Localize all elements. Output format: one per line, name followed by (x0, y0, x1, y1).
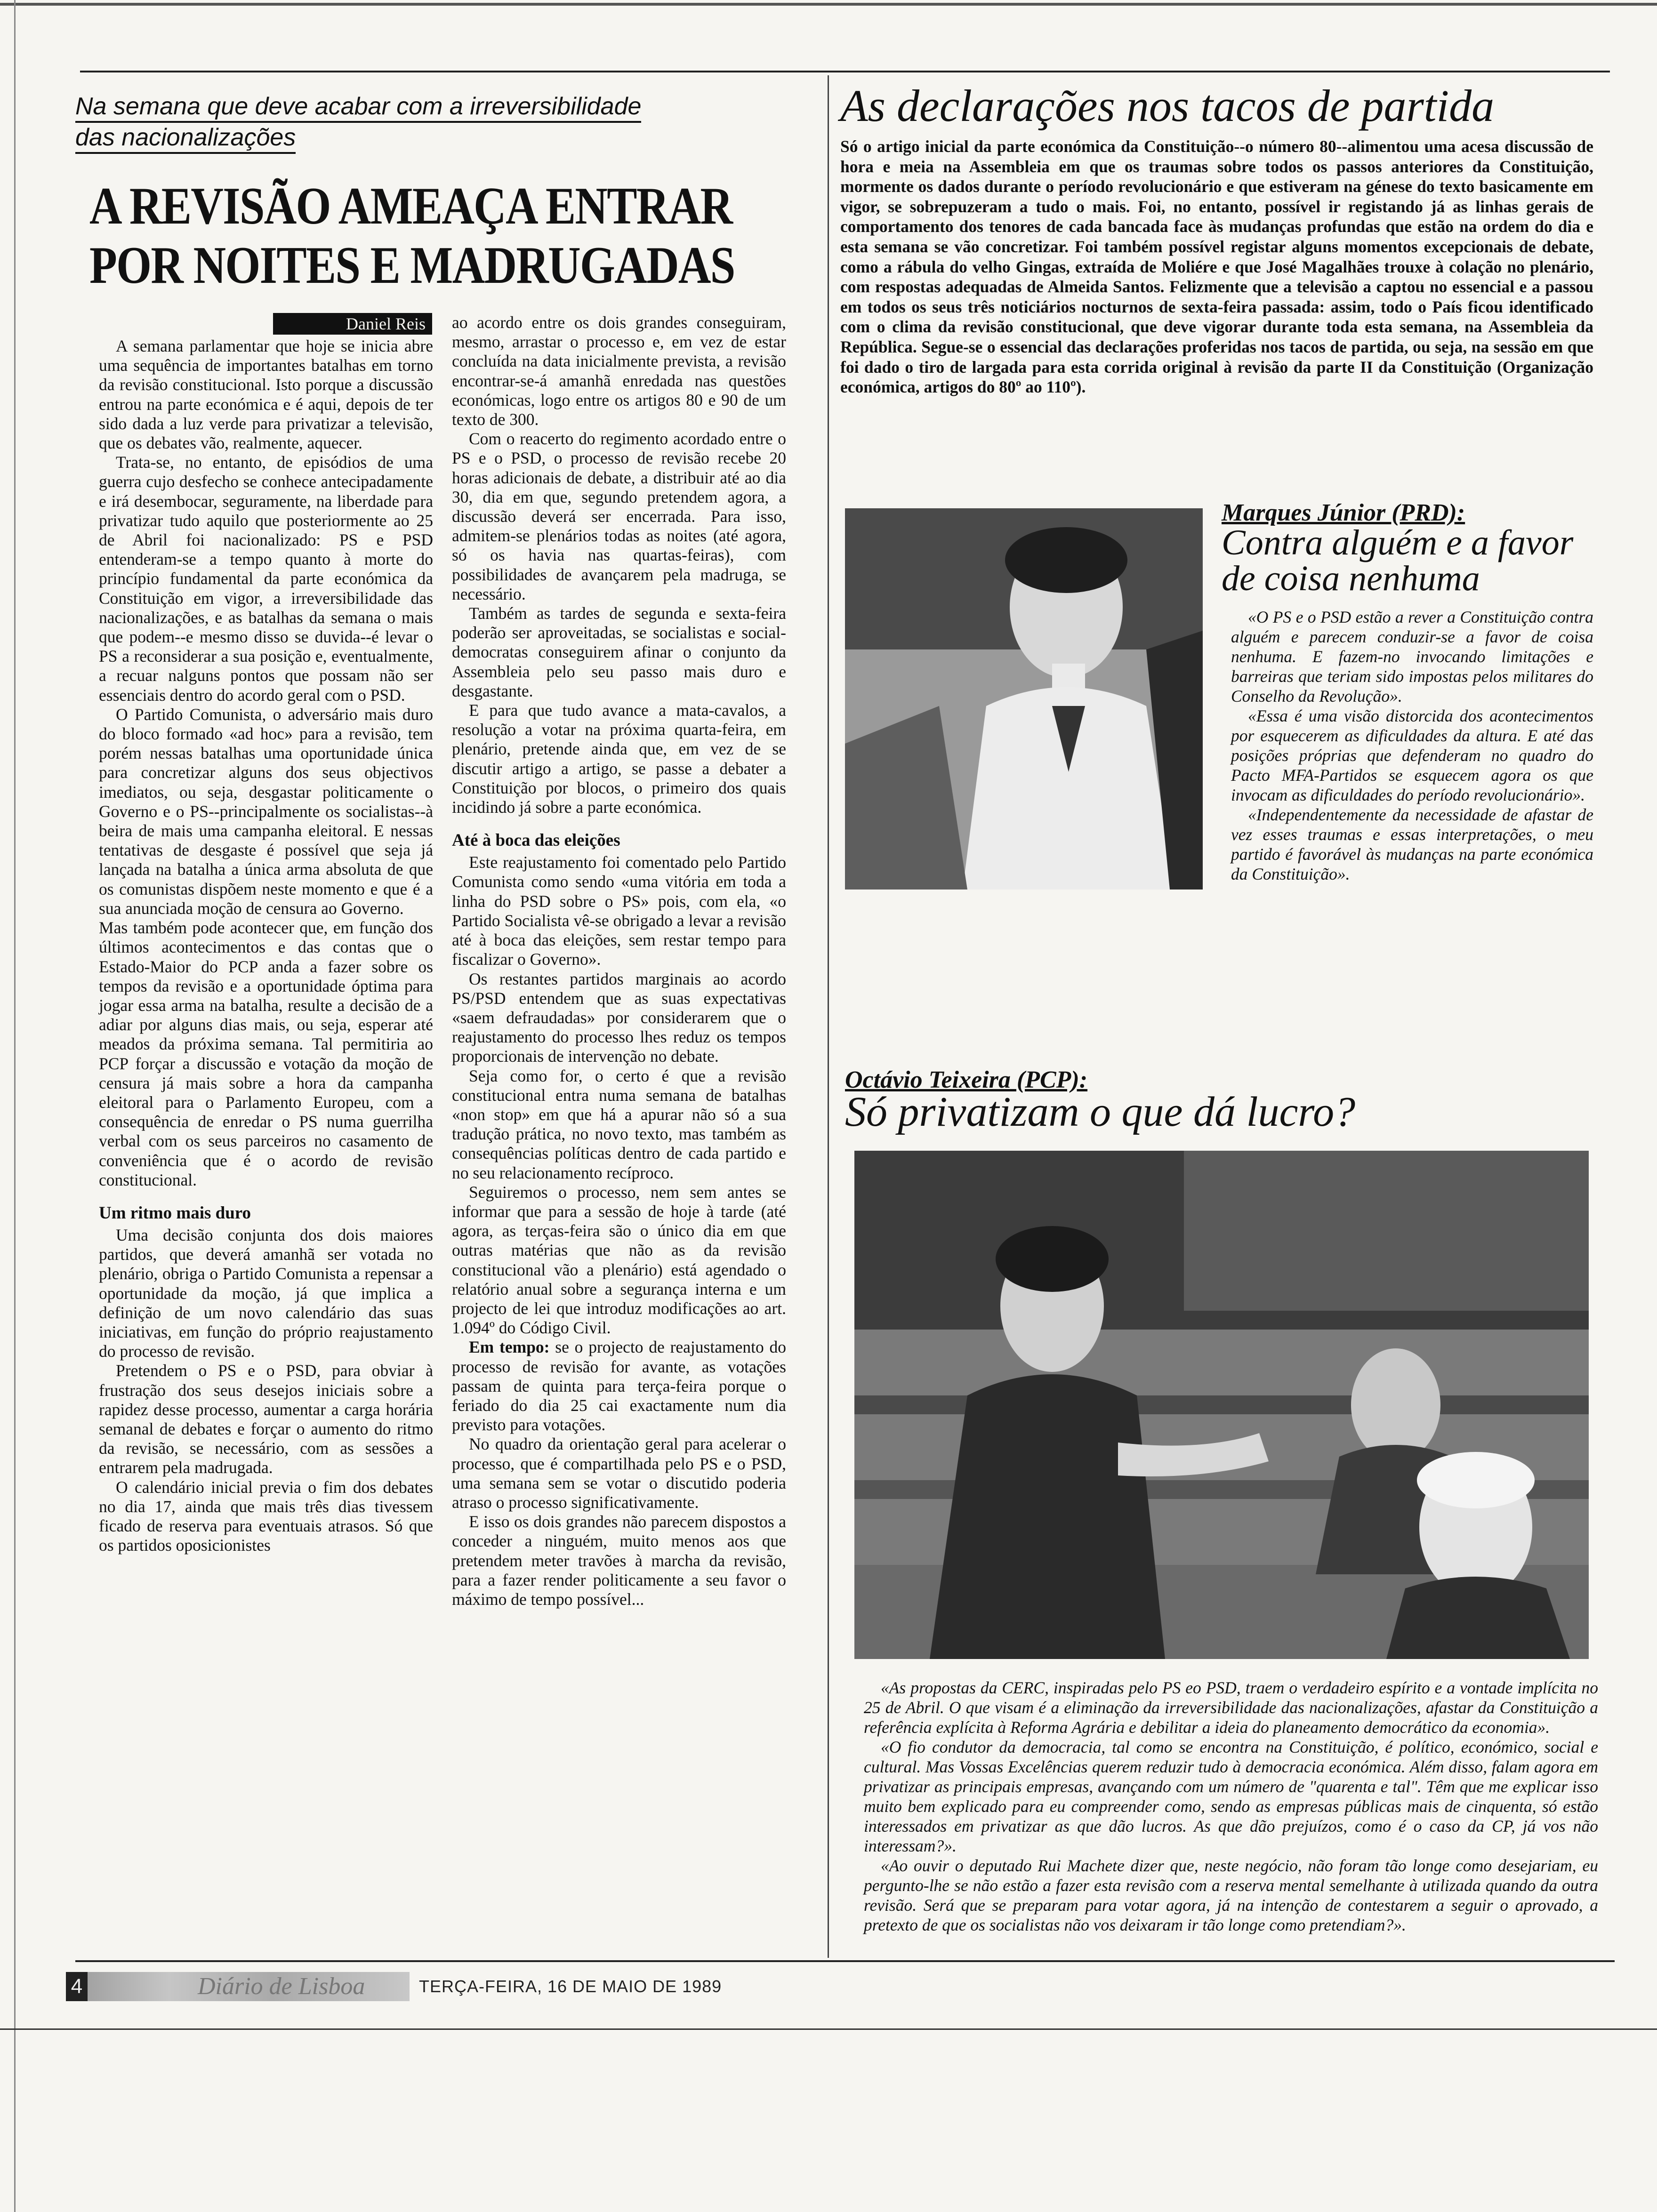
column-separator (828, 75, 829, 1958)
col1-paragraph: O calendário inicial previa o fim dos debates no dia 17, ainda que mais três dias tivessem ficado de reserva para eventuais atrasos. Só que os partidos oposicionistes (99, 1477, 433, 1555)
col2-paragraph: Seja como for, o certo é que a revisão constitucional entra numa semana de batalhas «non stop» em que há a apurar não só a sua tradução prática, no novo texto, mas também as consequências políticas dentro de cada partido e no seu relacionamento recíproco. (452, 1066, 786, 1182)
left-article (75, 82, 810, 1965)
parliament-illustration (854, 1151, 1589, 1659)
headline-line-2: POR NOITES E MADRUGADAS (89, 236, 735, 295)
octavio-quotes (864, 1678, 1598, 1935)
left-margin-rule (14, 0, 16, 2212)
marques-title-line-2: de coisa nenhuma (1222, 559, 1480, 598)
footer-page-number: 4 (66, 1972, 88, 2001)
article-headline (89, 176, 735, 295)
footer-rule (75, 1960, 1615, 1962)
octavio-quote: «As propostas da CERC, inspiradas pelo PS eo PSD, traem o verdadeiro espírito e a vontade implícita no 25 de Abril. O que visam é a eliminação da irreversibilidade das nacionalizações, afastar da Constituição a referência explícita à Reforma Agrária e debilitar a ideia do planeamento democrático da economia». (864, 1678, 1598, 1737)
octavio-title: Só privatizam o que dá lucro? (845, 1089, 1356, 1135)
subhead-ritmo: Um ritmo mais duro (99, 1203, 251, 1223)
marques-title-line-1: Contra alguém e a favor (1222, 523, 1574, 562)
col2-paragraph: Com o reacerto do regimento acordado entre o PS e o PSD, o processo de revisão recebe 20 horas adicionais de debate, a distribuir até ao dia 30, dia em que, segundo pretendem agora, a discussão deverá ser encerrada. Para isso, admitem-se plenários todas as noites (até agora, só os havia nas quartas-feiras), com possibilidades de avançarem pela madruga, se necessário. (452, 429, 786, 603)
col2-paragraph: ao acordo entre os dois grandes conseguiram, mesmo, arrastar o processo e, em vez de estar concluída na data inicialmente prevista, a revisão encontrar-se-á amanhã enredada nas questões económicas, logo entre os artigos 80 e 90 de um texto de 300. (452, 313, 786, 429)
octavio-teixeira-photo (854, 1151, 1589, 1659)
right-lead: Só o artigo inicial da parte económica da Constituição--o número 80--alimentou uma acesa discussão de hora e meia na Assembleia em que os traumas sobre todos os passos anteriores da Constituição, mormente os dados durante o período revolucionário e que estiveram na génese do texto basicamente em vigor, se sobrepuzeram a tudo o mais. Foi, no entanto, possível ir registando já as linhas gerais de comportamento dos tenores de cada bancada face às mudanças profundas que estão na ordem do dia e esta semana se vão concretizar. Foi também possível registar alguns momentos excepcionais de debate, como a rábula do velho Gingas, extraída de Moliére e que José Magalhães trouxe à colação no plenário, com respostas adequadas de Almeida Santos. Felizmente que a televisão a captou no essencial e a passou em todos os seus três noticiários nocturnos de sexta-feira passada: assim, todo o País ficou identificado com o clima da revisão constitucional, que deve vigorar durante toda esta semana, na Assembleia da República. Segue-se o essencial das declarações proferidas nos tacos de partida, ou seja, na sessão em que foi dado o tiro de largada para esta corrida original à revisão da parte II da Constituição (Organização económica, artigos do 80º ao 110º). (840, 137, 1593, 397)
subhead-boca: Até à boca das eleições (452, 831, 620, 850)
marques-name: Marques Júnior (PRD): (1222, 499, 1465, 526)
marques-quote: «O PS e o PSD estão a rever a Constituição contra alguém e parecem conduzir-se a favor de coisa nenhuma. E fazem-no invocando limitações e barreiras que teriam sido impostas pelos militares do Conselho da Revolução». (1231, 608, 1593, 705)
marques-quote: «Independentemente da necessidade de afastar de vez esses traumas e essas interpretações, o meu partido é favorável às mudanças na parte económica da Constituição». (1231, 805, 1593, 883)
body-column-2 (452, 313, 786, 1609)
col2-paragraph: E isso os dois grandes não parecem dispostos a conceder a ninguém, muito menos aos que pretendem meter travões à marcha da revisão, para a fazer render politicamente a seu favor o máximo de tempo possível... (452, 1512, 786, 1609)
marques-junior-photo (845, 508, 1203, 890)
col1-paragraph: O Partido Comunista, o adversário mais duro do bloco formado «ad hoc» para a revisão, tem porém nessas batalhas uma oportunidade única para concretizar alguns dos seus objectivos imediatos, ou seja, desgastar politicamente o Governo e o PS--principalmente os socialistas--à beira de mais uma campanha eleitoral. E nessas tentativas de desgaste é possível que seja já lançada na batalha a única arma absoluta de que os comunistas dispõem neste momento e que é a sua anunciada moção de censura ao Governo. (99, 705, 433, 918)
octavio-quote: «Ao ouvir o deputado Rui Machete dizer que, neste negócio, não foram tão longe como desejariam, eu pergunto-lhe se não estão a fazer esta revisão com a reserva mental semelhante à utilizada quando da outra revisão. Será que se preparam para votar agora, já na intenção de contestarem a seguir o aprovado, a pretexto de que os socialistas não vos deixaram ir tão longe como pretendiam?». (864, 1856, 1598, 1934)
page-bottom-rule (0, 2028, 1657, 2030)
col2-paragraph: Seguiremos o processo, nem sem antes se informar que para a sessão de hoje à tarde (até agora, as terças-feira são o único dia em que outras matérias que não as da revisão constitucional vão a plenário) está agendado o relatório anual sobre a segurança interna e um projecto de lei que introduz modificações ao art. 1.094º do Código Civil. (452, 1182, 786, 1338)
col2-paragraph: Este reajustamento foi comentado pelo Partido Comunista como sendo «uma vitória em toda a linha do PSD sobre o PS» pois, com ela, «o Partido Socialista vê-se obrigado a levar a revisão até à boca das eleições, sem restar tempo para fiscalizar o Governo». (452, 853, 786, 969)
col2-paragraph: Os restantes partidos marginais ao acordo PS/PSD entendem que as suas expectativas «saem defraudadas» por considerarem que o reajustamento do processo lhes reduz os tempos proporcionais de intervenção no debate. (452, 969, 786, 1066)
marques-quotes (1231, 607, 1593, 884)
marques-quote: «Essa é uma visão distorcida dos acontecimentos por esquecerem as dificuldades da altura. E até das posições próprias que defenderam no quadro do Pacto MFA-Partidos se esquecem agora os que invocam as dificuldades do período revolucionário». (1231, 706, 1593, 804)
col2-paragraph (452, 1338, 786, 1435)
kicker-line-2: das nacionalizações (75, 123, 296, 154)
top-border-rule (0, 3, 1657, 6)
col2-paragraph: E para que tudo avance a mata-cavalos, a resolução a votar na próxima quarta-feira, em plenário, pretende ainda que, em vez de se discutir artigo a artigo, se passe a debater a Constituição por blocos, o primeiro dos quais incidindo já sobre a parte económica. (452, 701, 786, 817)
em-tempo-text: se o projecto de reajustamento do processo de revisão for avante, as votações passam de quinta para terça-feira porque o feriado do dia 25 cai exactamente num dia previsto para votações. (452, 1338, 786, 1435)
header-rule (80, 71, 1610, 72)
kicker-line-1: Na semana que deve acabar com a irreversibilidade (75, 92, 641, 123)
col1-paragraph: Pretendem o PS e o PSD, para obviar à frustração dos seus desejos iniciais sobre a rapidez desse processo, aumentar a carga horária semanal de debates e forçar o aumento do ritmo da revisão, se necessário, com as sessões a entrarem pela madrugada. (99, 1361, 433, 1477)
right-headline: As declarações nos tacos de partida (840, 80, 1495, 131)
col1-paragraph: Trata-se, no entanto, de episódios de uma guerra cujo desfecho se conhece antecipadamente e irá desembocar, seguramente, na liberdade para privatizar tudo aquilo que posteriormente ao 25 de Abril foi nacionalizado: PS e PSD entenderam-se a tempo quanto à morte do princípio fundamental da parte económica da Constituição em vigor, a irreversibilidade das nacionalizações, e as batalhas da semana o mais que podem--e mesmo disso se duvida--é levar o PS a reconsiderar a sua posição e, eventualmente, a recuar nalguns pontos que possam não ser essenciais dentro do acordo geral com o PSD. (99, 453, 433, 705)
footer-masthead: Diário de Lisboa (198, 1973, 365, 2000)
marques-title (1222, 525, 1573, 596)
octavio-name: Octávio Teixeira (PCP): (845, 1066, 1088, 1093)
col1-paragraph: Mas também pode acontecer que, em função dos últimos acontecimentos e das contas que o Estado-Maior do PCP anda a fazer sobre os tempos da revisão e a oportunidade óptima para jogar essa arma na batalha, resulte a decisão de a adiar por alguns dias mais, ou seja, esperar até meados da próxima semana. Tal permitiria ao PCP forçar a discussão e votação da moção de censura já mais sobre a hora da campanha eleitoral para o Parlamento Europeu, com a consequência de enredar o PS numa guerrilha verbal com os seus parceiros no casamento de conveniência que é o acordo de revisão constitucional. (99, 918, 433, 1189)
footer-date: TERÇA-FEIRA, 16 DE MAIO DE 1989 (419, 1977, 722, 1996)
octavio-quote: «O fio condutor da democracia, tal como se encontra na Constituição, é político, económico, social e cultural. Mas Vossas Excelências querem reduzir tudo à democracia económica. Além disso, falam agora em privatizar as principais empresas, avançando com um número de "quarenta e tal". Têm que me explicar isso muito bem explicado para eu compreender como, sendo as empresas públicas mais de cinquenta, só estão interessados em privatizar as que dão lucros. As que dão prejuízos, como é o caso da CP, já vos não interessam?». (864, 1738, 1598, 1855)
col1-paragraph: Uma decisão conjunta dos dois maiores partidos, que deverá amanhã ser votada no plenário, obriga o Partido Comunista a repensar a oportunidade da moção, já que implica a definição de um novo calendário das suas iniciativas, em função do próprio reajustamento do processo de revisão. (99, 1225, 433, 1361)
col2-paragraph: No quadro da orientação geral para acelerar o processo, que é compartilhada pelo PS e o PSD, uma semana sem se votar o discutido poderia atraso o processo significativamente. (452, 1435, 786, 1512)
article-kicker (75, 92, 734, 154)
col1-paragraph: A semana parlamentar que hoje se inicia abre uma sequência de importantes batalhas em torno da revisão constitucional. Isto porque a discussão entrou na parte económica e é aqui, depois de ter sido dada a luz verde para privatizar a televisão, que os debates vão, realmente, aquecer. (99, 337, 433, 453)
col2-paragraph: Também as tardes de segunda e sexta-feira poderão ser aproveitadas, se socialistas e social-democratas conseguirem afinar o conjunto da Assembleia pelo seu passo mais duro e desgastante. (452, 604, 786, 700)
headline-line-1: A REVISÃO AMEAÇA ENTRAR (89, 177, 732, 235)
right-article (836, 75, 1608, 1958)
photo-illustration (845, 508, 1203, 890)
body-column-1 (99, 337, 433, 1555)
byline: Daniel Reis (273, 313, 432, 335)
em-tempo-label: Em tempo: (469, 1338, 550, 1357)
